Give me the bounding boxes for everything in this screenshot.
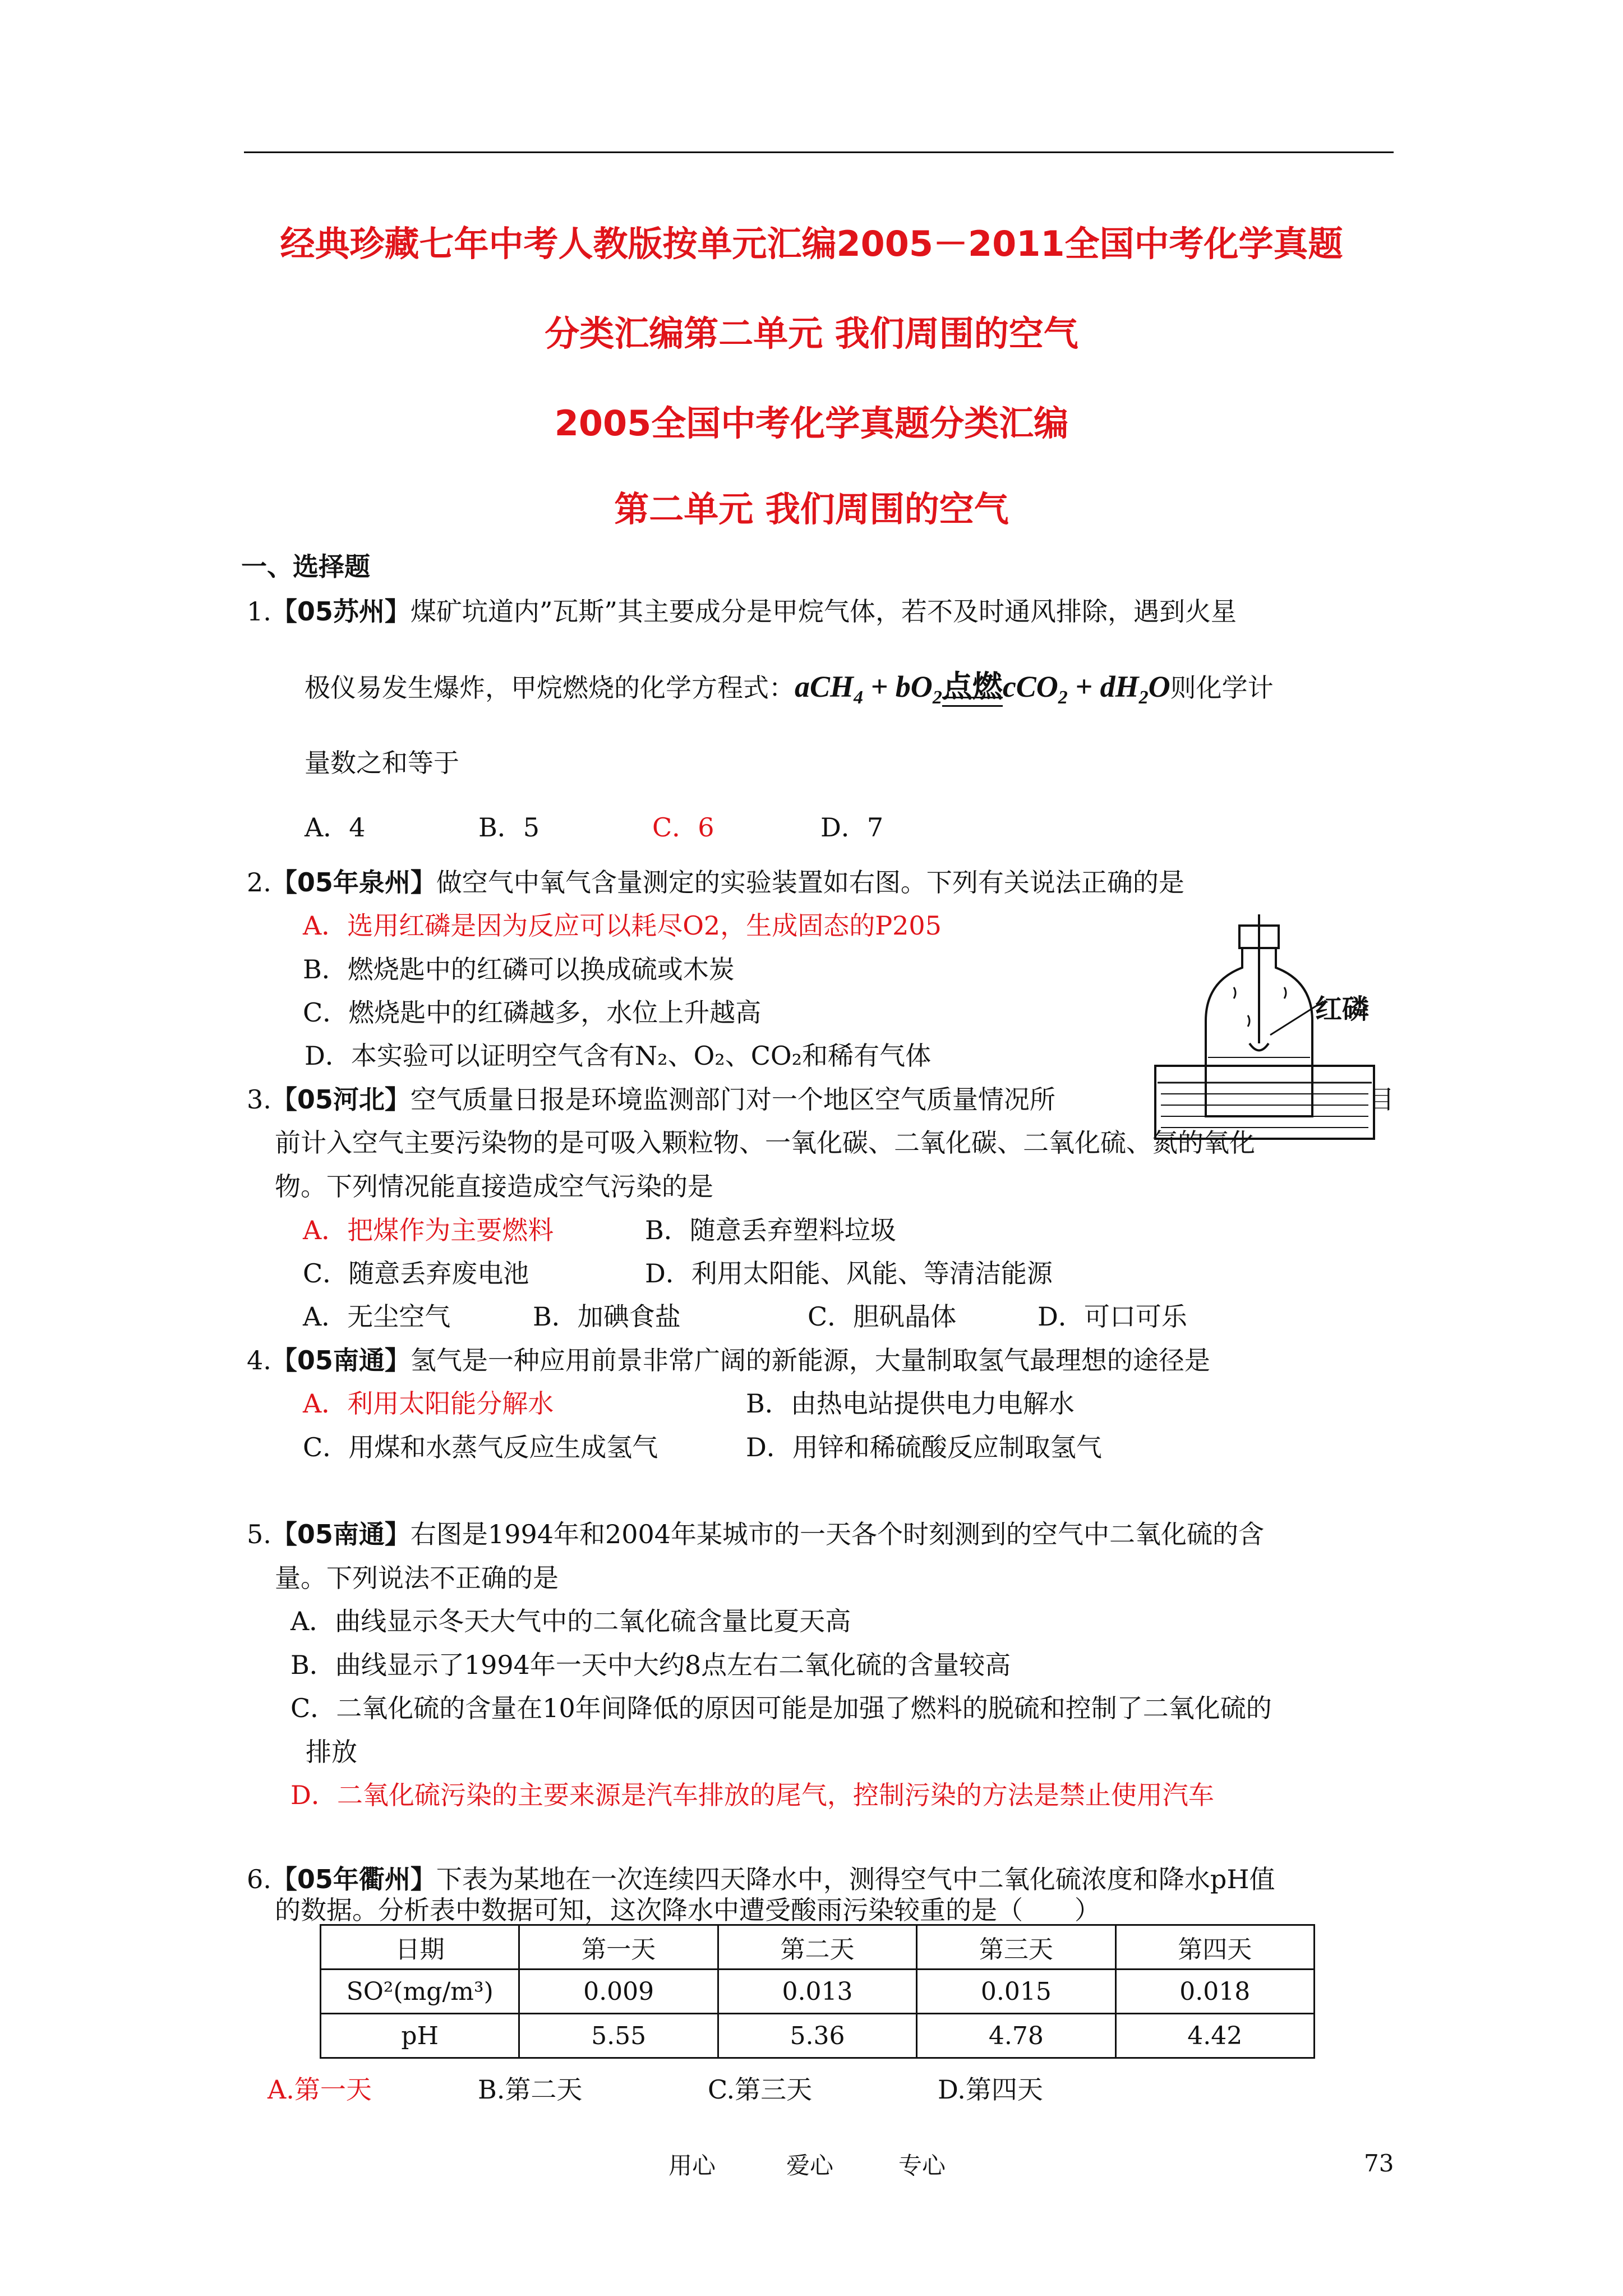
q1-text-2b: 则化学计: [1170, 673, 1274, 703]
q1-option-a: A．4: [305, 812, 366, 843]
q1-line-2: [305, 670, 1274, 708]
q4-option-b: B．由热电站提供电力电解水: [746, 1388, 1075, 1419]
table-header-row: [321, 1925, 1315, 1970]
table-cell: pH: [321, 2014, 519, 2058]
q3-option-a: A．把煤作为主要燃料: [303, 1215, 554, 1245]
table-cell: 5.36: [718, 2014, 916, 2058]
q4-options-row-2: [303, 1433, 1102, 1462]
q2-option-d: D．本实验可以证明空气含有N₂、O₂、CO₂和稀有气体: [305, 1041, 932, 1071]
q3-extra-option-d: D．可口可乐: [1038, 1301, 1187, 1332]
q4-option-a: A．利用太阳能分解水: [303, 1388, 554, 1419]
q3-option-b: B．随意丢弃塑料垃圾: [645, 1215, 896, 1245]
q3-extra-option-b: B．加碘食盐: [533, 1301, 681, 1332]
title-line-3: 2005全国中考化学真题分类汇编: [554, 403, 1069, 444]
table-cell: 0.013: [718, 1970, 916, 2014]
q3-number: 3.: [247, 1084, 271, 1115]
q4-option-c: C．用煤和水蒸气反应生成氢气: [303, 1432, 658, 1462]
q5-option-a: A．曲线显示冬天大气中的二氧化硫含量比夏天高: [291, 1606, 851, 1636]
table-cell: 0.015: [917, 1970, 1115, 2014]
footer-motto-3: 专心: [898, 2152, 946, 2179]
q2-tag: 【05年泉州】: [271, 867, 436, 898]
q1-option-b: B．5: [478, 812, 540, 843]
q1-line-1: [247, 597, 1237, 626]
title-line-2: 分类汇编第二单元 我们周围的空气: [545, 313, 1078, 354]
q5-option-c-cont: 排放: [306, 1737, 357, 1767]
q4-options-row-1: [303, 1389, 1075, 1418]
table-cell: 第四天: [1115, 1925, 1314, 1970]
page-number: 73: [1364, 2150, 1394, 2177]
q1-line-3: 量数之和等于: [305, 748, 459, 778]
q2-text: 做空气中氧气含量测定的实验装置如右图。下列有关说法正确的是: [436, 867, 1184, 898]
table-cell: 0.009: [519, 1970, 718, 2014]
q1-tag: 【05苏州】: [271, 596, 411, 627]
q4-text: 氢气是一种应用前景非常广阔的新能源，大量制取氢气最理想的途径是: [410, 1345, 1210, 1375]
q1-text-2a: 极仪易发生爆炸，甲烷燃烧的化学方程式：: [305, 673, 795, 703]
so2-ph-table: [320, 1924, 1315, 2059]
footer-motto: [668, 2147, 946, 2181]
table-cell: 0.018: [1115, 1970, 1314, 2014]
q3-options-row-1: [303, 1216, 896, 1245]
table-row: [321, 1970, 1315, 2014]
q3-line-3: 物。下列情况能直接造成空气污染的是: [275, 1171, 713, 1202]
q4-option-d: D．用锌和稀硫酸反应制取氢气: [746, 1432, 1102, 1462]
table-cell: SO²(mg/m³): [321, 1970, 519, 2014]
q5-number: 5.: [247, 1519, 271, 1549]
q1-number: 1.: [247, 596, 271, 627]
title-line-4: 第二单元 我们周围的空气: [614, 489, 1009, 530]
q6-line-1: [247, 1865, 1275, 1894]
q5-text-1: 右图是1994年和2004年某城市的一天各个时刻测到的空气中二氧化硫的含: [410, 1519, 1265, 1549]
chemical-equation: $aCH_4 + bO_2$点燃$cCO_2 + dH_2O$: [795, 670, 1170, 708]
q3-extra-option-a: A．无尘空气: [303, 1301, 451, 1332]
q6-number: 6.: [247, 1864, 271, 1894]
q5-tag: 【05南通】: [271, 1519, 411, 1549]
header-rule: [244, 151, 1394, 153]
q3-text-1: 空气质量日报是环境监测部门对一个地区空气质量情况所: [410, 1084, 1055, 1115]
q6-option-c: C.第三天: [708, 2074, 813, 2105]
q1-option-d: D．7: [820, 812, 884, 843]
q1-options: [305, 813, 883, 842]
table-cell: 5.55: [519, 2014, 718, 2058]
q2-option-a: A．选用红磷是因为反应可以耗尽O2，生成固态的P205: [303, 910, 942, 941]
footer-motto-2: 爱心: [786, 2152, 834, 2179]
q6-text-1: 下表为某地在一次连续四天降水中，测得空气中二氧化硫浓度和降水pH值: [436, 1864, 1275, 1894]
q3-extra-option-c: C．胆矾晶体: [808, 1301, 957, 1332]
figure-label-red-phosphorus: 红磷: [1315, 993, 1370, 1025]
q3-line-1: [247, 1085, 1055, 1114]
q4-number: 4.: [247, 1345, 271, 1375]
q4-line-1: [247, 1346, 1210, 1375]
q6-option-a: A.第一天: [268, 2074, 372, 2105]
table-cell: 第一天: [519, 1925, 718, 1970]
table-cell: 4.78: [917, 2014, 1115, 2058]
q6-option-b: B.第二天: [478, 2074, 583, 2105]
q3-line-2: 前计入空气主要污染物的是可吸入颗粒物、一氧化碳、二氧化碳、二氧化硫、氮的氧化: [275, 1128, 1255, 1158]
section-heading: 一、选择题: [241, 551, 370, 582]
q3-options-row-2: [303, 1259, 1053, 1288]
q5-option-d: D．二氧化硫污染的主要来源是汽车排放的尾气，控制污染的方法是禁止使用汽车: [291, 1780, 1214, 1810]
q3-tag: 【05河北】: [271, 1084, 411, 1115]
q3-option-d: D．利用太阳能、风能、等清洁能源: [645, 1258, 1053, 1289]
q4-tag: 【05南通】: [271, 1345, 411, 1375]
q6-option-d: D.第四天: [938, 2074, 1043, 2105]
q6-options: [268, 2076, 1043, 2104]
q5-line-2: 量。下列说法不正确的是: [275, 1563, 559, 1593]
q3-text-1-tail: 目: [1368, 1084, 1394, 1115]
q3-option-c: C．随意丢弃废电池: [303, 1258, 529, 1289]
footer-motto-1: 用心: [668, 2152, 716, 2179]
q1-text-1: 煤矿坑道内”瓦斯”其主要成分是甲烷气体，若不及时通风排除，遇到火星: [410, 596, 1237, 627]
q2-option-c: C．燃烧匙中的红磷越多，水位上升越高: [303, 997, 762, 1028]
table-cell: 第三天: [917, 1925, 1115, 1970]
q3-extra-options: [303, 1303, 1187, 1331]
ignite-condition: 点燃: [942, 670, 1003, 703]
phosphorus-apparatus-figure: [1144, 914, 1380, 1156]
q5-line-1: [247, 1520, 1264, 1549]
q6-line-2: 的数据。分析表中数据可知，这次降水中遭受酸雨污染较重的是（ ）: [275, 1895, 1100, 1925]
q2-option-b: B．燃烧匙中的红磷可以换成硫或木炭: [303, 954, 735, 984]
q2-line-1: [247, 868, 1184, 897]
table-cell: 日期: [321, 1925, 519, 1970]
table-cell: 4.42: [1115, 2014, 1314, 2058]
title-line-1: 经典珍藏七年中考人教版按单元汇编2005－2011全国中考化学真题: [280, 223, 1343, 264]
q5-option-b: B．曲线显示了1994年一天中大约8点左右二氧化硫的含量较高: [291, 1650, 1011, 1680]
table-cell: 第二天: [718, 1925, 916, 1970]
table-row: [321, 2014, 1315, 2058]
q6-tag: 【05年衢州】: [271, 1864, 436, 1894]
q5-option-c: C．二氧化硫的含量在10年间降低的原因可能是加强了燃料的脱硫和控制了二氧化硫的: [291, 1693, 1272, 1723]
q1-option-c: C．6: [652, 812, 714, 843]
q2-number: 2.: [247, 867, 271, 898]
